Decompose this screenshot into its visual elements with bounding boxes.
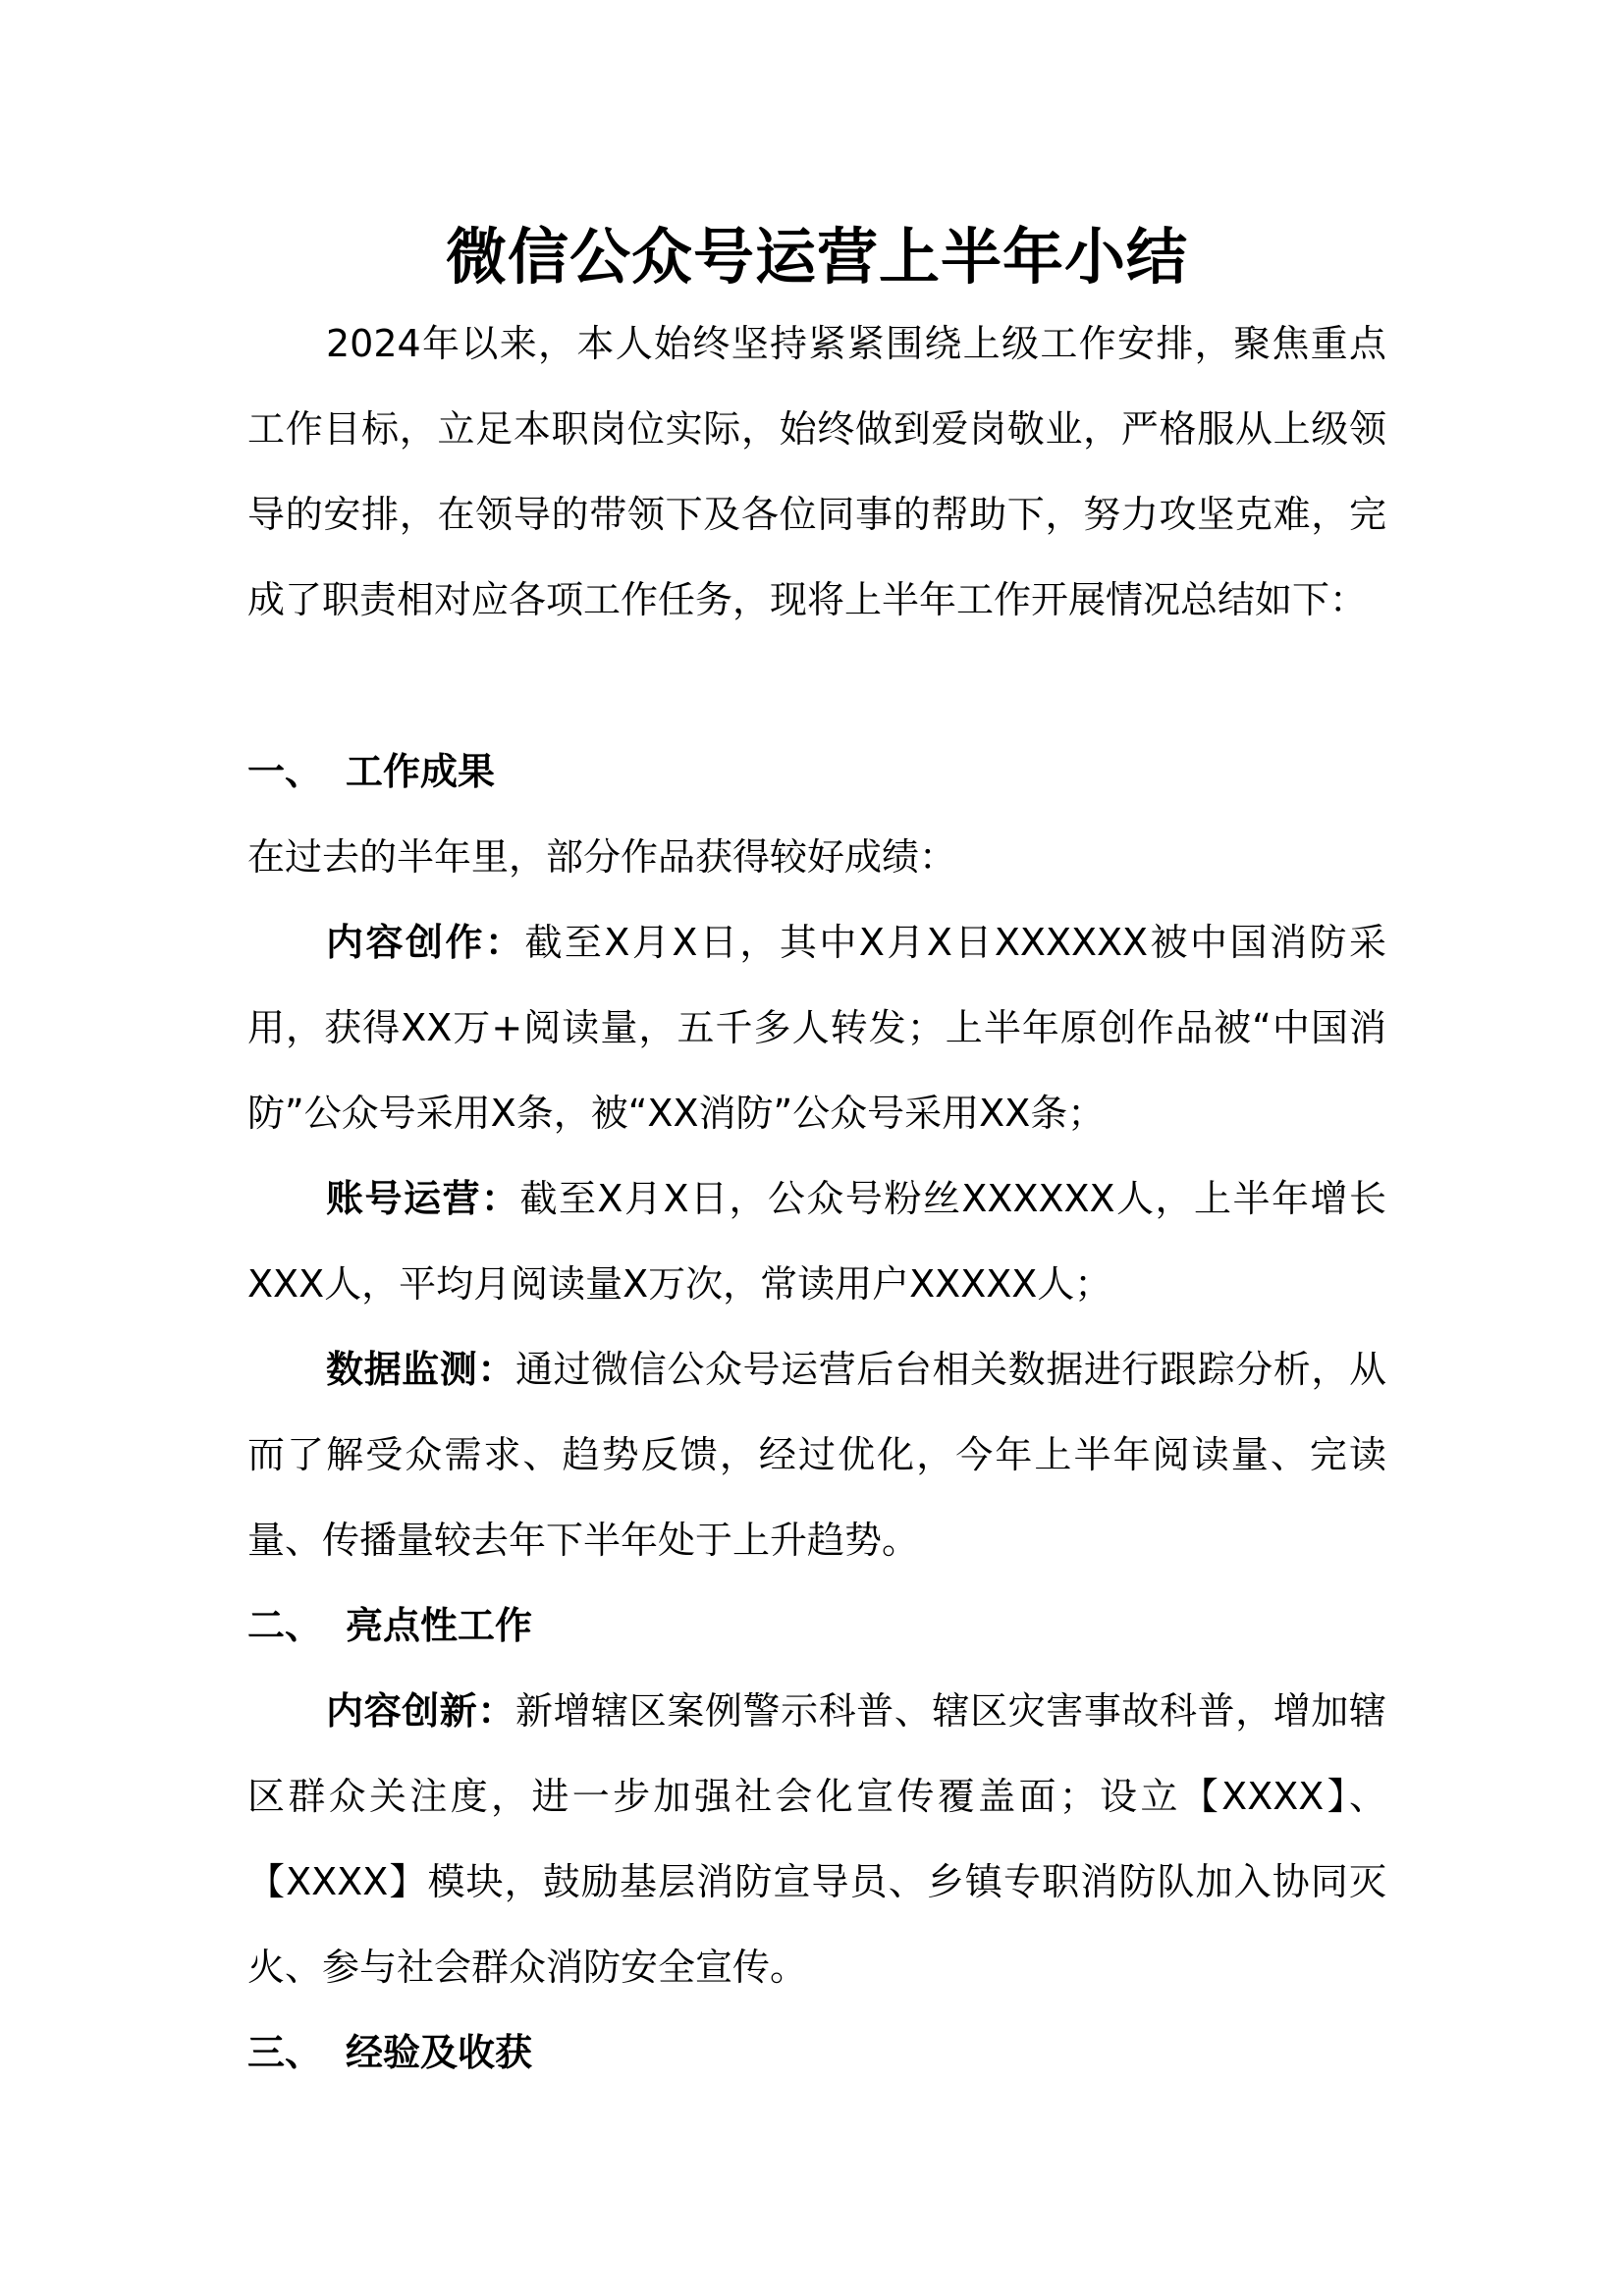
- item-content-creation: [247, 900, 1386, 1156]
- item-content-innovation: [247, 1669, 1386, 2010]
- item-text: 通过微信公众号运营后台相关数据进行跟踪分析，从而了解受众需求、趋势反馈，经过优化，今年上半年阅读量、完读量、传播量较去年下半年处于上升趋势。: [247, 1348, 1386, 1562]
- item-label: 账号运营：: [326, 1177, 520, 1220]
- item-label: 内容创新：: [326, 1689, 515, 1733]
- item-data-monitoring: [247, 1327, 1386, 1583]
- section-heading-2: [247, 1583, 532, 1669]
- section-title: 亮点性工作: [346, 1604, 533, 1647]
- section-heading-3: [247, 2010, 532, 2096]
- section-number: 一、: [247, 750, 323, 793]
- item-text: 截至X月X日，公众号粉丝XXXXXX人，上半年增长XXX人，平均月阅读量X万次，常读用户XXXXX人；: [247, 1177, 1386, 1306]
- section-number: 二、: [247, 1604, 323, 1647]
- intro-paragraph: 2024年以来，本人始终坚持紧紧围绕上级工作安排，聚焦重点工作目标，立足本职岗位实际，始终做到爱岗敬业，严格服从上级领导的安排，在领导的带领下及各位同事的帮助下，努力攻坚克难，完成了职责相对应各项工作任务，现将上半年工作开展情况总结如下：: [247, 322, 1386, 621]
- item-text: 新增辖区案例警示科普、辖区灾害事故科普，增加辖区群众关注度，进一步加强社会化宣传覆盖面；设立【XXXX】、【XXXX】模块，鼓励基层消防宣导员、乡镇专职消防队加入协同灭火、参与社会群众消防安全宣传。: [247, 1689, 1386, 1989]
- section-heading-1: [247, 729, 495, 815]
- item-account-operation: [247, 1156, 1386, 1327]
- section-title: 工作成果: [346, 750, 496, 793]
- item-text: 截至X月X日，其中X月X日XXXXXX被中国消防采用，获得XX万+阅读量，五千多人转发；上半年原创作品被“中国消防”公众号采用X条，被“XX消防”公众号采用XX条；: [247, 921, 1386, 1135]
- page-title: 微信公众号运营上半年小结: [445, 221, 1188, 293]
- item-label: 内容创作：: [326, 921, 525, 964]
- section-lead-in: 在过去的半年里，部分作品获得较好成绩：: [247, 835, 957, 879]
- item-label: 数据监测：: [326, 1348, 515, 1391]
- section-number: 三、: [247, 2031, 323, 2074]
- section-title: 经验及收获: [346, 2031, 533, 2074]
